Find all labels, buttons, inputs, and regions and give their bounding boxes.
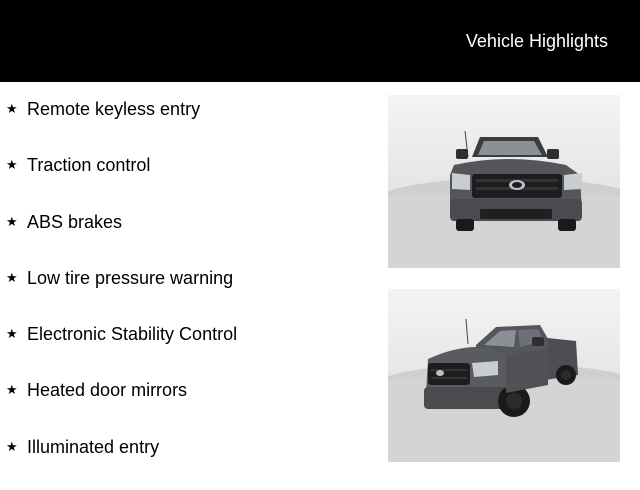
feature-label: Heated door mirrors [27,380,188,401]
feature-label: ABS brakes [27,211,123,232]
header-bar [0,0,640,82]
star-icon: ★ [6,157,18,173]
star-icon: ★ [6,326,18,342]
feature-item [6,377,237,433]
feature-item [6,434,237,490]
star-icon: ★ [6,101,18,116]
truck-front-view-photo-icon [388,95,620,268]
feature-label: Electronic Stability Control [27,324,238,345]
star-icon: ★ [6,269,18,285]
feature-list [6,96,237,490]
feature-item [6,321,237,377]
star-icon: ★ [6,213,18,229]
feature-item [6,209,237,265]
feature-item [6,96,237,152]
truck-side-view-photo-icon [388,289,620,462]
star-icon: ★ [6,382,18,398]
page-title: Vehicle Highlights [465,31,608,51]
feature-label: Traction control [27,155,151,176]
feature-item [6,152,237,208]
feature-label: Low tire pressure warning [27,267,234,288]
truck-side-photo[interactable] [388,289,620,462]
star-icon: ★ [6,438,18,454]
truck-front-photo[interactable] [388,95,620,268]
feature-label: Illuminated entry [27,436,160,457]
feature-item [6,265,237,321]
feature-label: Remote keyless entry [27,99,201,119]
